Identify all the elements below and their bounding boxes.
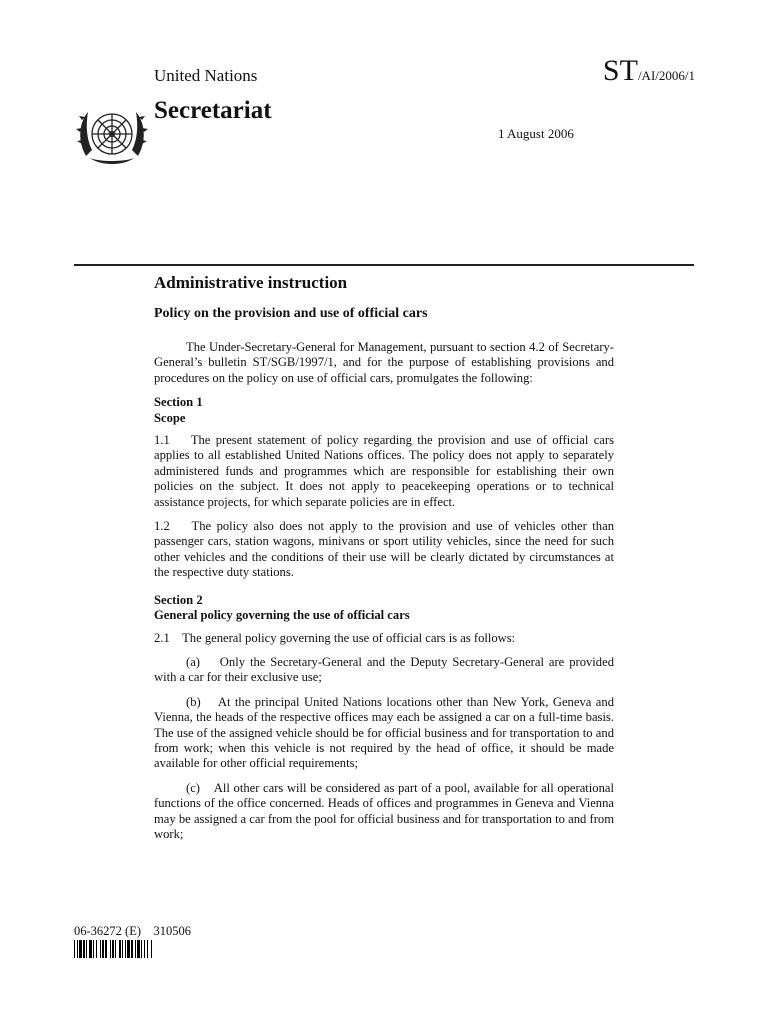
section-1-title: Scope [154, 410, 186, 425]
intro-paragraph: The Under-Secretary-General for Management, pursuant to section 4.2 of Secretary-General’s bulletin ST/SGB/1997/1, and for the purpose of establishing provisions and procedures on the policy on use of official cars, promulgates the following: [154, 340, 614, 385]
paragraph-2-1: 2.1 The general policy governing the use of official cars is as follows: [154, 630, 516, 645]
section-1-heading [154, 395, 614, 426]
paragraph-1-1: 1.1 The present statement of policy regarding the provision and use of official cars applies to all established United Nations offices. The policy does not apply to separately administered funds and programmes which are responsible for establishing their own policies on the subject. It does not apply to peacekeeping operations or to technical assistance projects, for which separate policies are in effect. [154, 433, 618, 509]
paragraph-2-1-b: (b) At the principal United Nations locations other than New York, Geneva and Vienna, the heads of the respective offices may each be assigned a car on a full-time basis. The use of the assigned vehicle should be for official business and for transportation to and from work; when this vehicle is not required by the head of office, it should be made available for other official requirements; [154, 694, 618, 771]
header-divider [74, 264, 694, 266]
secretariat-title: Secretariat [154, 97, 272, 124]
symbol-suffix: /AI/2006/1 [637, 68, 695, 83]
document-title: Policy on the provision and use of official cars [154, 306, 428, 321]
organization-name: United Nations [154, 66, 258, 85]
paragraph-1-2: 1.2 The policy also does not apply to the provision and use of vehicles other than passenger cars, station wagons, minivans or sport utility vehicles, since the need for such other vehicles and the conditions of their use will be clearly dictated by circumstances at the respective duty stations. [154, 519, 618, 580]
un-emblem-icon [76, 104, 148, 172]
barcode-icon [74, 940, 202, 958]
document-date: 1 August 2006 [498, 126, 574, 141]
section-2-label: Section 2 [154, 592, 203, 607]
section-1-label: Section 1 [154, 395, 203, 410]
section-2-heading [154, 593, 614, 624]
document-symbol [603, 56, 695, 86]
symbol-main: ST [602, 54, 638, 87]
document-body [154, 340, 618, 851]
section-2-title: General policy governing the use of official cars [154, 608, 410, 623]
document-type: Administrative instruction [154, 273, 348, 292]
paragraph-2-1-c: (c) All other cars will be considered as part of a pool, available for all operational functions of the office concerned. Heads of offices and programmes in Geneva and Vienna may be assigned a car from the pool for official business and for transportation to and from work; [154, 780, 618, 841]
job-number: 06-36272 (E) 310506 [74, 924, 191, 938]
paragraph-2-1-a: (a) Only the Secretary-General and the Deputy Secretary-General are provided with a car for their exclusive use; [154, 654, 618, 685]
